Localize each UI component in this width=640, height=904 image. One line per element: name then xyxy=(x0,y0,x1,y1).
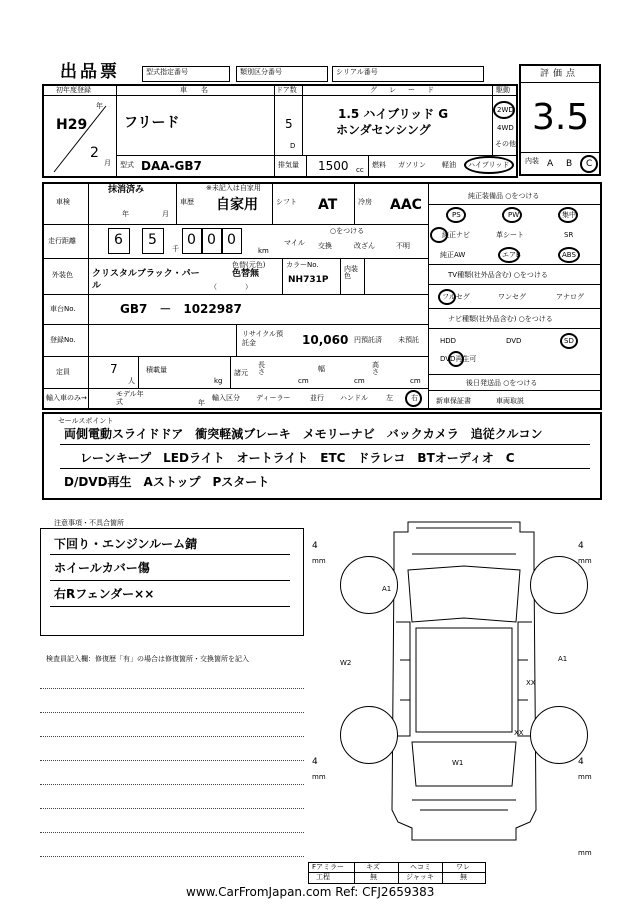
sales-label: セールスポイント xyxy=(58,417,114,425)
nav-sd-circle xyxy=(560,333,578,349)
drive-other: その他 xyxy=(495,140,516,148)
cc-unit: cc xyxy=(356,166,364,174)
drive-2wd-circle xyxy=(493,101,515,119)
divider xyxy=(230,357,231,388)
fuel-label: 燃料 xyxy=(372,161,386,169)
ac-label: 冷房 xyxy=(358,198,372,206)
capacity-value: 7 xyxy=(110,362,118,376)
damage-mark-a1-left: A1 xyxy=(382,585,392,593)
inspector-line xyxy=(40,832,304,833)
divider xyxy=(138,357,139,388)
tv-fullseg: フルセグ xyxy=(442,293,470,301)
handle-right-circle xyxy=(405,390,422,407)
divider xyxy=(368,156,369,177)
mileage-digit-5: 0 xyxy=(227,232,236,248)
color-no-value: NH731P xyxy=(288,275,329,285)
recycle-deposited: 円預託済 xyxy=(354,336,382,344)
equip-ps: PS xyxy=(452,211,461,219)
history-note: ※未記入は自家用 xyxy=(206,184,261,192)
reg-no-label: 登録No. xyxy=(50,336,76,344)
nav-sd: SD xyxy=(564,337,574,345)
interior-b: B xyxy=(566,159,573,169)
legend-value-4: 無 xyxy=(460,873,467,881)
divider xyxy=(88,183,89,409)
inspector-line xyxy=(40,856,304,857)
repaint-label: 色替(元色) xyxy=(232,261,266,269)
tread-unit: mm xyxy=(312,557,326,565)
divider xyxy=(429,264,601,265)
tv-analog: アナログ xyxy=(556,293,584,301)
equip-aw: 純正AW xyxy=(440,251,466,259)
equip-airbag-circle xyxy=(498,247,520,263)
damage-mark-w1: W1 xyxy=(452,759,464,767)
legend-header-1: Fアミラー xyxy=(312,863,345,871)
equip-navi-circle xyxy=(430,227,448,243)
sales-line-1: 両側電動スライドドア 衝突軽減ブレーキ メモリーナビ バックカメラ 追従クルコン xyxy=(64,427,543,441)
model-cert-label: 型式指定番号 xyxy=(146,68,188,76)
nav-title: ナビ種類(社外品含む) ○をつける xyxy=(448,315,553,323)
divider xyxy=(520,82,600,83)
color-label: 外装色 xyxy=(52,271,73,279)
category-label: 類別区分番号 xyxy=(240,68,282,76)
mileage-label: 走行距離 xyxy=(48,237,76,245)
chassis-label: 車台No. xyxy=(50,305,76,313)
fuel-gas: ガソリン xyxy=(398,161,426,169)
tread-unit: mm xyxy=(578,773,592,781)
equip-central-circle xyxy=(558,207,578,223)
inspection-value: 抹消済み xyxy=(108,185,145,195)
fuel-hybrid-circle xyxy=(464,156,514,174)
interior-c: C xyxy=(586,159,593,169)
doors-label: ドア数 xyxy=(276,86,297,94)
sheet-title: 出品票 xyxy=(60,62,120,82)
divider xyxy=(43,294,428,295)
damage-mark-xx-2: XX xyxy=(514,729,524,737)
mileage-digit-4: 0 xyxy=(207,232,216,248)
legend-value-2: 無 xyxy=(370,873,377,881)
mileage-thousand: 千 xyxy=(172,245,179,253)
interior-label: 内装 xyxy=(525,157,539,165)
history-label: 車歴 xyxy=(180,198,194,206)
legend-header-2: キズ xyxy=(366,863,380,871)
note-2: ホイールカバー傷 xyxy=(54,561,150,575)
equipment-title: 純正装備品 ○をつける xyxy=(468,192,540,200)
divider xyxy=(429,284,601,285)
divider xyxy=(429,308,601,309)
mileage-digit-2: 5 xyxy=(148,232,157,248)
divider xyxy=(50,580,290,581)
divider xyxy=(43,356,428,357)
wheel-rear-right xyxy=(530,706,588,764)
divider xyxy=(272,183,273,224)
year-unit2: 年 xyxy=(198,399,205,407)
divider xyxy=(442,863,443,883)
divider xyxy=(50,554,290,555)
interior-a: A xyxy=(547,159,554,169)
legend-value-1: 工程 xyxy=(316,873,330,881)
equip-central: 集中 xyxy=(562,211,576,219)
inspector-line xyxy=(40,712,304,713)
shift-value: AT xyxy=(318,197,338,213)
month-unit: 月 xyxy=(104,159,111,167)
legend-value-3: ジャッキ xyxy=(406,873,434,881)
chassis-value: GB7 － 1022987 xyxy=(120,302,242,316)
inspector-label: 検査員記入欄：修復歴「有」の場合は修復箇所・交換箇所を記入 xyxy=(46,655,249,663)
len-unit: cm xyxy=(298,377,309,385)
inspector-line xyxy=(40,808,304,809)
interior-c-circle xyxy=(580,155,598,173)
import-label: 輸入車のみ→ xyxy=(46,394,87,402)
model-value: DAA-GB7 xyxy=(141,159,202,173)
fuel-hybrid: ハイブリッド xyxy=(468,161,510,169)
divider xyxy=(429,328,601,329)
divider xyxy=(117,155,517,156)
mile-label: マイル xyxy=(284,239,305,247)
mileage-digit-1: 6 xyxy=(114,232,123,248)
model-label: 型式 xyxy=(120,161,134,169)
equip-abs-circle xyxy=(558,247,580,263)
divider xyxy=(306,156,307,177)
handle-left: 左 xyxy=(386,394,393,402)
name-label: 車名 xyxy=(180,86,222,94)
tread-unit: mm xyxy=(578,849,592,857)
divider xyxy=(364,259,365,294)
note-3: 右Rフェンダー×× xyxy=(54,587,155,601)
score-label: 評価点 xyxy=(540,69,580,79)
sales-line-3: D/DVD再生 Aストップ Pスタート xyxy=(64,475,270,489)
load-unit: kg xyxy=(214,377,223,385)
year-unit: 年 xyxy=(96,102,103,110)
accessory-manual: 車両取説 xyxy=(496,397,524,405)
cc-label: 排気量 xyxy=(278,161,299,169)
sales-line-2: レーンキープ LEDライト オートライト ETC ドラレコ BTオーディオ C xyxy=(80,451,515,465)
inspector-line xyxy=(40,760,304,761)
equip-sr: SR xyxy=(564,231,574,239)
tread-front-right: 4 xyxy=(578,541,584,551)
dims-label: 諸元 xyxy=(234,369,248,377)
height-label: 高さ xyxy=(372,361,379,376)
doors-value: 5 xyxy=(285,117,293,131)
divider xyxy=(429,204,601,205)
tv-title: TV種類(社外品含む) ○をつける xyxy=(448,271,548,279)
nav-dvd: DVD xyxy=(506,337,522,345)
grade-label: グレード xyxy=(370,86,446,94)
damage-mark-a1-right: A1 xyxy=(558,655,568,663)
nav-hdd: HDD xyxy=(440,337,457,345)
legend-header-3: ヘコミ xyxy=(410,863,431,871)
doors-unit: D xyxy=(290,142,296,150)
cc-value: 1500 xyxy=(318,159,349,173)
mile-opt-unknown: 不明 xyxy=(396,242,410,250)
import-dealer: ディーラー xyxy=(256,394,291,402)
equip-ps-circle xyxy=(446,207,466,223)
shift-label: シフト xyxy=(276,198,297,206)
repaint-value: 色替無 xyxy=(232,269,260,279)
tread-unit: mm xyxy=(312,773,326,781)
width-label: 幅 xyxy=(318,365,325,373)
mile-opt-tamper: 改ざん xyxy=(354,242,375,250)
first-reg-value: H29 xyxy=(56,117,88,133)
score-value: 3.5 xyxy=(532,97,590,138)
dvd-label: DVD再生可 xyxy=(440,355,477,363)
grade-line2: ホンダセンシング xyxy=(336,123,431,137)
inspection-label: 車検 xyxy=(56,198,70,206)
tread-rear-left: 4 xyxy=(312,757,318,767)
first-reg-label: 初年度登録 xyxy=(56,86,91,94)
divider xyxy=(398,863,399,883)
divider xyxy=(520,152,600,153)
divider xyxy=(236,325,237,356)
handle-label: ハンドル xyxy=(340,394,368,402)
divider xyxy=(354,863,355,883)
divider xyxy=(340,259,341,294)
equip-airbag: エアB xyxy=(502,251,521,259)
divider xyxy=(116,85,117,177)
handle-right: 右 xyxy=(411,394,418,402)
inspector-line xyxy=(40,688,304,689)
legend-header-4: ワレ xyxy=(456,863,470,871)
divider xyxy=(429,390,601,391)
divider xyxy=(60,444,590,445)
inspector-line xyxy=(40,736,304,737)
inspector-line xyxy=(40,784,304,785)
mileage-digit-3: 0 xyxy=(187,232,196,248)
divider xyxy=(354,183,355,224)
divider xyxy=(43,388,428,389)
tv-fullseg-circle xyxy=(438,289,456,305)
tread-front-left: 4 xyxy=(312,541,318,551)
tread-rear-right: 4 xyxy=(578,757,584,767)
history-value: 自家用 xyxy=(216,197,258,213)
divider xyxy=(282,259,283,294)
capacity-label: 定員 xyxy=(56,368,70,376)
import-parallel: 並行 xyxy=(310,394,324,402)
recycle-value: 10,060 xyxy=(302,333,349,347)
note-1: 下回り・エンジンルーム錆 xyxy=(54,537,198,551)
dvd-circle xyxy=(448,351,464,367)
height-unit: cm xyxy=(410,377,421,385)
equip-abs: ABS xyxy=(562,251,576,259)
equip-pw: PW xyxy=(508,211,520,219)
recycle-not: 未預託 xyxy=(398,336,419,344)
color-value: クリスタルブラック・パール xyxy=(92,269,200,291)
equip-navi: 純正ナビ xyxy=(442,231,470,239)
drive-2wd: 2WD xyxy=(497,106,514,114)
capacity-unit: 人 xyxy=(128,377,135,385)
tread-unit: mm xyxy=(578,557,592,565)
accessory-warranty: 新車保証書 xyxy=(436,397,471,405)
damage-mark-w2: W2 xyxy=(340,659,352,667)
divider xyxy=(309,872,485,873)
interior-color-label: 内装色 xyxy=(344,265,358,280)
notes-label: 注意事項・不具合箇所 xyxy=(54,519,124,527)
mileage-unit: km xyxy=(258,247,269,255)
equip-pw-circle xyxy=(502,207,522,223)
divider xyxy=(43,224,428,225)
accessory-title: 後日発送品 ○をつける xyxy=(466,379,538,387)
footer-ref: www.CarFromJapan.com Ref: CFJ2659383 xyxy=(186,885,435,899)
width-unit: cm xyxy=(354,377,365,385)
name-value: フリード xyxy=(124,115,180,131)
divider xyxy=(176,183,177,224)
equip-leather: 革シート xyxy=(496,231,524,239)
damage-mark-xx-1: XX xyxy=(526,679,536,687)
serial-label: シリアル番号 xyxy=(336,68,378,76)
divider xyxy=(50,606,290,607)
fuel-diesel: 軽油 xyxy=(442,161,456,169)
len-label: 長さ xyxy=(258,361,265,376)
tv-oneseg: ワンセグ xyxy=(498,293,526,301)
grade-line1: 1.5 ハイブリッド G xyxy=(338,107,449,121)
divider xyxy=(428,183,429,409)
mark-note: ○をつける xyxy=(330,227,365,235)
color-no-label: カラーNo. xyxy=(286,261,319,269)
inspection-year: 年 xyxy=(122,210,129,218)
divider xyxy=(43,258,428,259)
model-year-label: モデル年式 xyxy=(116,390,144,406)
drive-4wd: 4WD xyxy=(497,124,514,132)
mile-opt-exchange: 交換 xyxy=(318,242,332,250)
import-div-label: 輸入区分 xyxy=(212,394,240,402)
inspection-month: 月 xyxy=(162,210,169,218)
recycle-label: リサイクル預託金 xyxy=(242,330,284,347)
drive-label: 駆動 xyxy=(496,86,510,94)
load-label: 積載量 xyxy=(146,366,167,374)
ac-value: AAC xyxy=(390,197,422,213)
divider xyxy=(429,374,601,375)
wheel-rear-left xyxy=(340,706,398,764)
divider xyxy=(60,468,590,469)
repaint-paren: （ ） xyxy=(210,283,252,291)
divider xyxy=(274,156,275,177)
month-value: 2 xyxy=(90,145,99,161)
